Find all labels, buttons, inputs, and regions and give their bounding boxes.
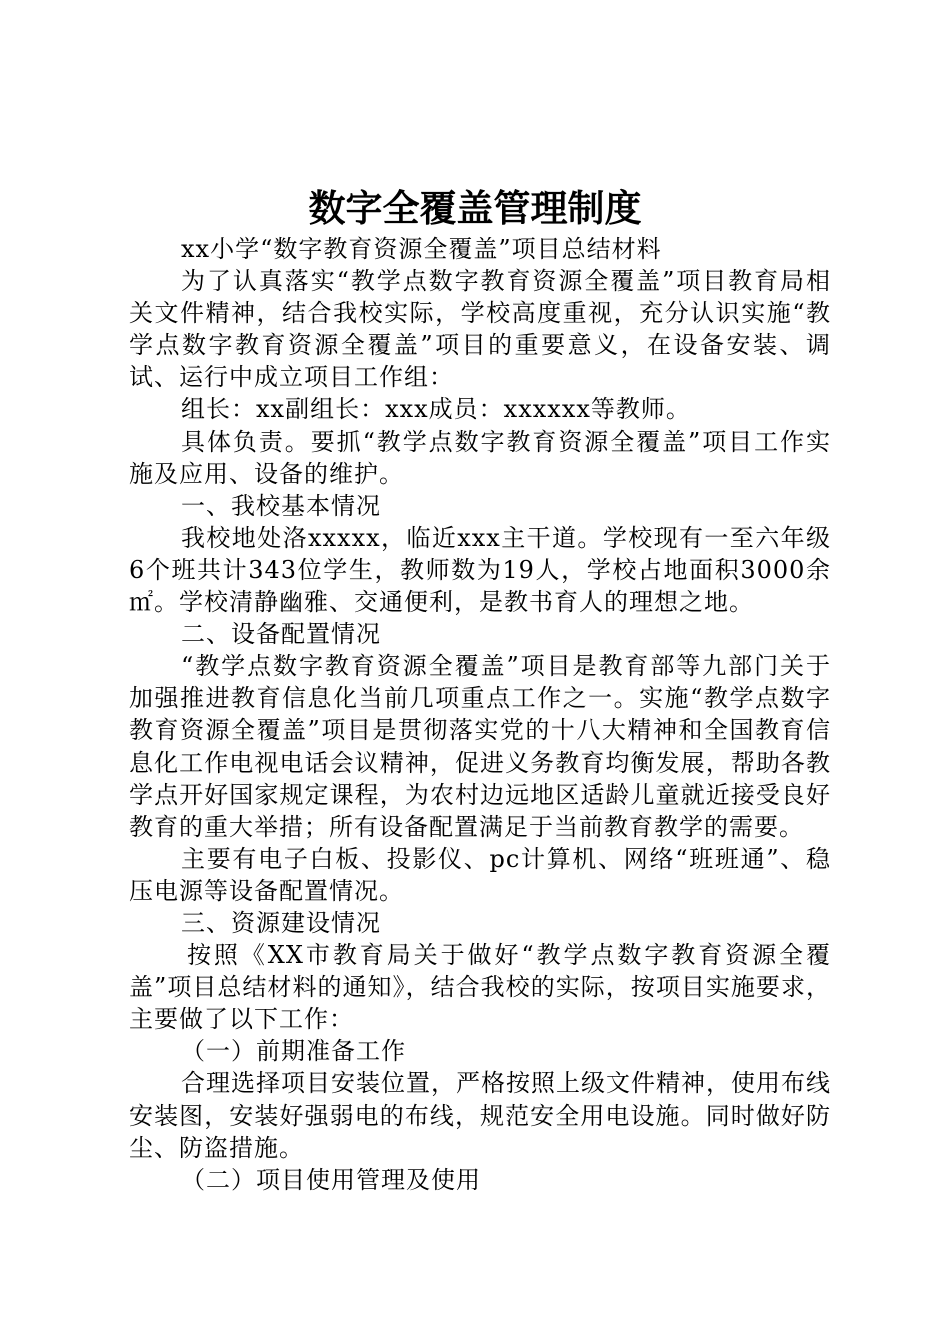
paragraph-equipment-list: 主要有电子白板、投影仪、pc计算机、网络“班班通”、稳压电源等设备配置情况。 xyxy=(129,844,831,905)
document-body xyxy=(129,233,831,1196)
document-title: 数字全覆盖管理制度 xyxy=(308,186,642,230)
paragraph-equipment: “教学点数字教育资源全覆盖”项目是教育部等九部门关于加强推进教育信息化当前几项重点工作之一。实施“教学点数字教育资源全覆盖”项目是贯彻落实党的十八大精神和全国教育信息化工作电视电话会议精神，促进义务教育均衡发展，帮助各教学点开好国家规定课程，为农村边远地区适龄儿童就近接受良好教育的重大举措；所有设备配置满足于当前教育教学的需要。 xyxy=(129,652,831,841)
paragraph-subtitle: xx小学“数字教育资源全覆盖”项目总结材料 xyxy=(181,235,662,263)
subsection-heading-usage: （二）项目使用管理及使用 xyxy=(181,1165,481,1194)
paragraph-basic-info: 我校地处洛xxxxx，临近xxx主干道。学校现有一至六年级6个班共计343位学生，教师数为19人，学校占地面积3000余㎡。学校清静幽雅、交通便利，是教书育人的理想之地。 xyxy=(129,523,831,617)
paragraph-intro: 为了认真落实“教学点数字教育资源全覆盖”项目教育局相关文件精神，结合我校实际，学校高度重视，充分认识实施“教学点数字教育资源全覆盖”项目的重要意义，在设备安装、调试、运行中成立项目工作组： xyxy=(129,267,831,392)
paragraph-group-members: 组长：xx副组长：xxx成员：xxxxxx等教师。 xyxy=(181,395,691,424)
paragraph-resources: 按照《XX市教育局关于做好“教学点数字教育资源全覆盖”项目总结材料的通知》，结合我校的实际，按项目实施要求，主要做了以下工作： xyxy=(129,941,831,1034)
section-heading-basic-info: 一、我校基本情况 xyxy=(181,491,381,520)
section-heading-resources: 三、资源建设情况 xyxy=(181,908,381,937)
paragraph-preparation: 合理选择项目安装位置，严格按照上级文件精神，使用布线安装图，安装好强弱电的布线，规范安全用电设施。同时做好防尘、防盗措施。 xyxy=(129,1069,831,1162)
subsection-heading-preparation: （一）前期准备工作 xyxy=(181,1037,406,1066)
paragraph-responsibility: 具体负责。要抓“教学点数字教育资源全覆盖”项目工作实施及应用、设备的维护。 xyxy=(129,427,831,488)
section-heading-equipment: 二、设备配置情况 xyxy=(181,620,381,649)
